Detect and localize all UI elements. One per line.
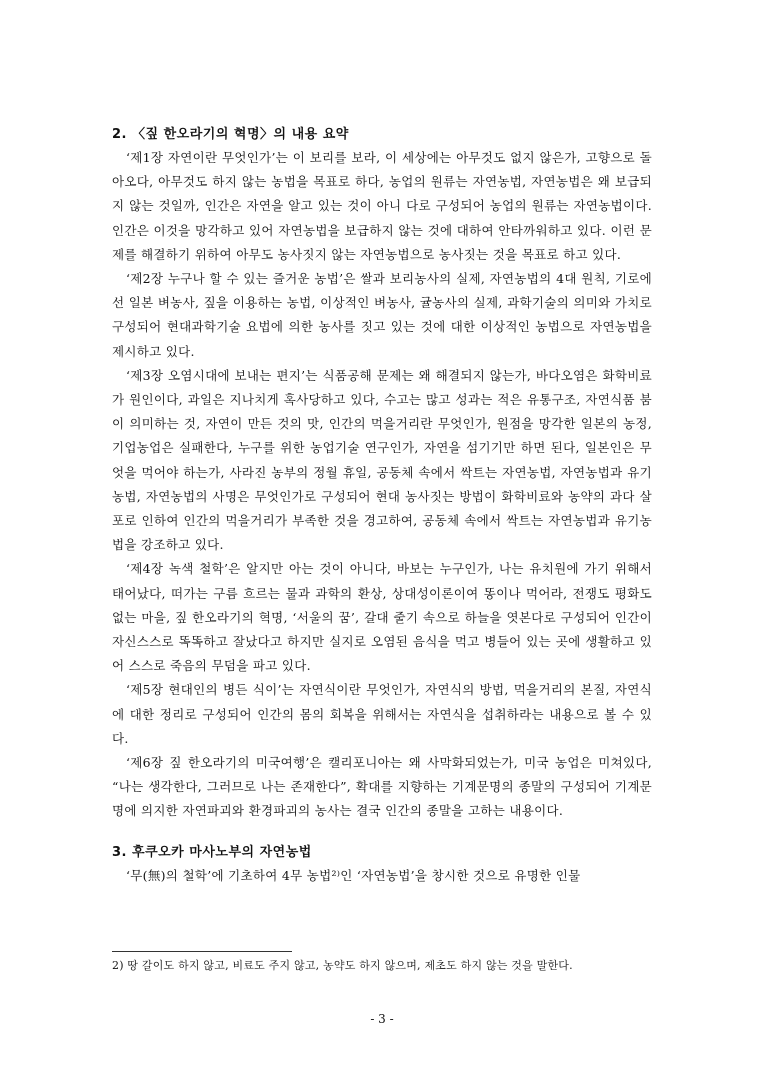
footnote-divider <box>112 951 292 952</box>
section-3-intro: ‘무(無)의 철학’에 기초하여 4무 농법²⁾인 ‘자연농법’을 창시한 것으로 유명한 인물 <box>126 867 581 883</box>
chapter-2-summary: ‘제2장 누구나 할 수 있는 즐거운 농법’은 쌀과 보리농사의 실제, 자연농법의 4대 원칙, 기로에 선 일본 벼농사, 짚을 이용하는 농법, 이상적인 벼농사, 귤농사의 실제, 과학기술의 의미와 가치로 구성되어 현대과학기술 요법에 의한 농사를 짓고 있는 것에 대한 이상적인 농법으로 자연농법을 제시하고 있다. <box>112 271 652 359</box>
chapter-5-summary: ‘제5장 현대인의 병든 식이’는 자연식이란 무엇인가, 자연식의 방법, 먹을거리의 본질, 자연식에 대한 정리로 구성되어 인간의 몸의 회복을 위해서는 자연식을 섭취하라는 내용으로 볼 수 있다. <box>112 682 652 746</box>
chapter-4-summary: ‘제4장 녹색 철학’은 알지만 아는 것이 아니다, 바보는 누구인가, 나는 유치원에 가기 위해서 태어났다, 떠가는 구름 흐르는 물과 과학의 환상, 상대성이론이여 똥이나 먹어라, 전쟁도 평화도 없는 마을, 짚 한오라기의 혁명, ‘서울의 꿈’, 갈대 줄기 속으로 하늘을 엿본다로 구성되어 인간이 자신스스로 똑똑하고 잘났다고 하지만 실지로 오염된 음식을 먹고 병들어 있는 곳에 생활하고 있어 스스로 죽음의 무덤을 파고 있다. <box>112 561 652 674</box>
section-2-heading: 2. 〈짚 한오라기의 혁명〉의 내용 요약 <box>112 127 349 142</box>
page-body <box>112 124 652 888</box>
page-number: - 3 - <box>370 1012 394 1026</box>
chapter-3-summary: ‘제3장 오염시대에 보내는 편지’는 식품공해 문제는 왜 해결되지 않는가, 바다오염은 화학비료가 원인이다, 과일은 지나치게 혹사당하고 있다, 수고는 많고 성과는 적은 유통구조, 자연식품 붐이 의미하는 것, 자연이 만든 것의 맛, 인간의 먹을거리란 무엇인가, 원점을 망각한 일본의 농정, 기업농업은 실패한다, 누구를 위한 농업기술 연구인가, 자연을 섬기기만 하면 된다, 일본인은 무엇을 먹어야 하는가, 사라진 농부의 정월 휴일, 공동체 속에서 싹트는 자연농법, 자연농법과 유기농법, 자연농법의 사명은 무엇인가로 구성되어 현대 농사짓는 방법이 화학비료와 농약의 과다 살포로 인하여 인간의 먹을거리가 부족한 것을 경고하여, 공동체 속에서 싹트는 자연농법과 유기농법을 강조하고 있다. <box>112 367 652 553</box>
section-spacer <box>112 824 652 842</box>
chapter-1-summary: ‘제1장 자연이란 무엇인가’는 이 보리를 보라, 이 세상에는 아무것도 없지 않은가, 고향으로 돌아오다, 아무것도 하지 않는 농법을 목표로 하다, 농업의 원류는 자연농법, 자연농법은 왜 보급되지 않는 것일까, 인간은 자연을 알고 있는 것이 아니 다로 구성되어 농업의 원류는 자연농법이다. 인간은 이것을 망각하고 있어 자연농법을 보급하지 않는 것에 대하여 안타까워하고 있다. 이런 문제를 해결하기 위하여 아무도 농사짓지 않는 자연농법으로 농사짓는 것을 목표로 하고 있다. <box>112 150 652 262</box>
chapter-6-summary: ‘제6장 짚 한오라기의 미국여행’은 캘리포니아는 왜 사막화되었는가, 미국 농업은 미쳐있다, “나는 생각한다, 그러므로 나는 존재한다”, 확대를 지향하는 기계문명의 종말의 구성되어 기계문명에 의지한 자연파괴와 환경파괴의 농사는 결국 인간의 종말을 고하는 내용이다. <box>112 755 652 819</box>
section-3-heading: 3. 후쿠오카 마사노부의 자연농법 <box>112 844 312 860</box>
footnote-2: 2) 땅 갈이도 하지 않고, 비료도 주지 않고, 농약도 하지 않으며, 제초도 하지 않는 것을 말한다. <box>112 959 573 972</box>
